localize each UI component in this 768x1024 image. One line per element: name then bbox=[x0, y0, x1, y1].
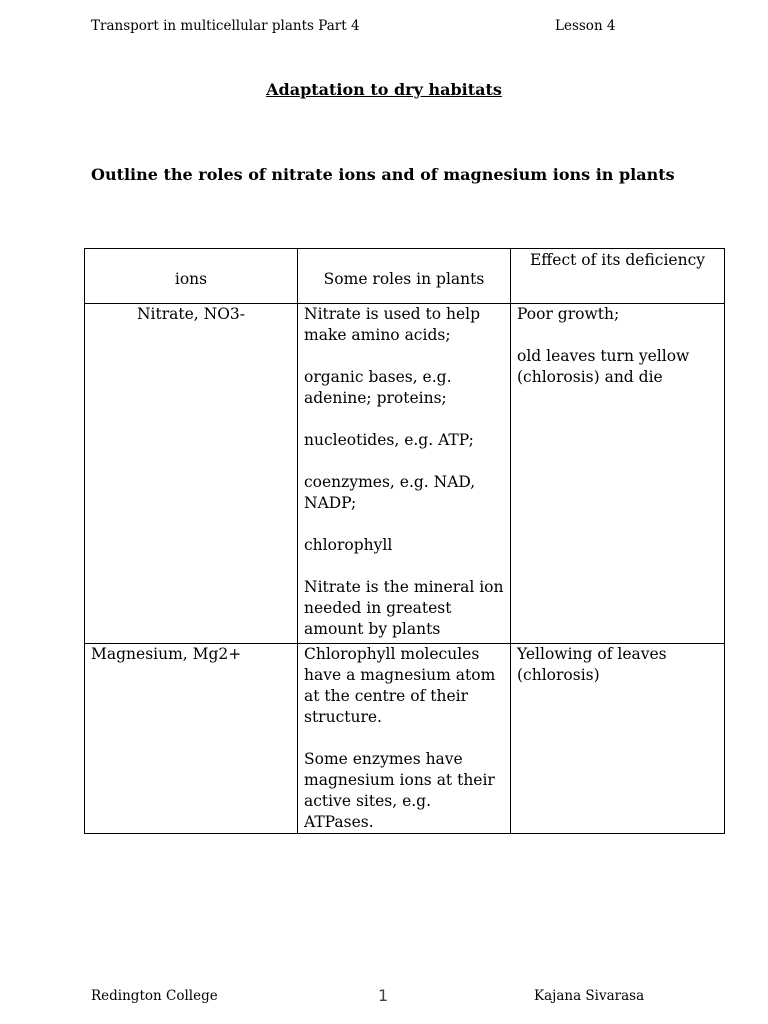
role-item: Some enzymes have magnesium ions at their active sites, e.g. ATPases. bbox=[304, 750, 495, 831]
ion-cell-magnesium: Magnesium, Mg2+ bbox=[85, 644, 298, 834]
ion-roles-table bbox=[84, 248, 725, 834]
column-header-deficiency: Effect of its deficiency bbox=[511, 249, 725, 304]
role-item: coenzymes, e.g. NAD, NADP; bbox=[304, 473, 476, 512]
effect-cell-nitrate bbox=[511, 304, 725, 644]
role-item: nucleotides, e.g. ATP; bbox=[304, 431, 474, 449]
column-header-ions: ions bbox=[85, 249, 298, 304]
roles-cell-nitrate bbox=[298, 304, 511, 644]
role-item: Nitrate is the mineral ion needed in greatest amount by plants bbox=[304, 578, 504, 638]
footer-author: Kajana Sivarasa bbox=[534, 988, 645, 1004]
role-item: Chlorophyll molecules have a magnesium atom at the centre of their structure. bbox=[304, 645, 496, 726]
header-title: Transport in multicellular plants Part 4 bbox=[91, 18, 360, 34]
role-item: organic bases, e.g. adenine; proteins; bbox=[304, 368, 452, 407]
header-lesson: Lesson 4 bbox=[555, 18, 616, 34]
footer-school: Redington College bbox=[91, 988, 218, 1004]
column-header-roles: Some roles in plants bbox=[298, 249, 511, 304]
page-number: 1 bbox=[378, 986, 389, 1005]
question-heading: Outline the roles of nitrate ions and of magnesium ions in plants bbox=[91, 165, 675, 184]
table-header-row bbox=[85, 249, 725, 304]
effect-item: old leaves turn yellow (chlorosis) and die bbox=[517, 347, 690, 386]
role-item: chlorophyll bbox=[304, 536, 393, 554]
effect-item: Poor growth; bbox=[517, 305, 620, 323]
page-title: Adaptation to dry habitats bbox=[266, 80, 502, 99]
roles-cell-magnesium bbox=[298, 644, 511, 834]
effect-cell-magnesium bbox=[511, 644, 725, 834]
effect-item: Yellowing of leaves (chlorosis) bbox=[517, 645, 667, 684]
table-row-nitrate bbox=[85, 304, 725, 644]
role-item: Nitrate is used to help make amino acids; bbox=[304, 305, 481, 344]
ion-cell-nitrate: Nitrate, NO3- bbox=[85, 304, 298, 644]
table-row-magnesium bbox=[85, 644, 725, 834]
